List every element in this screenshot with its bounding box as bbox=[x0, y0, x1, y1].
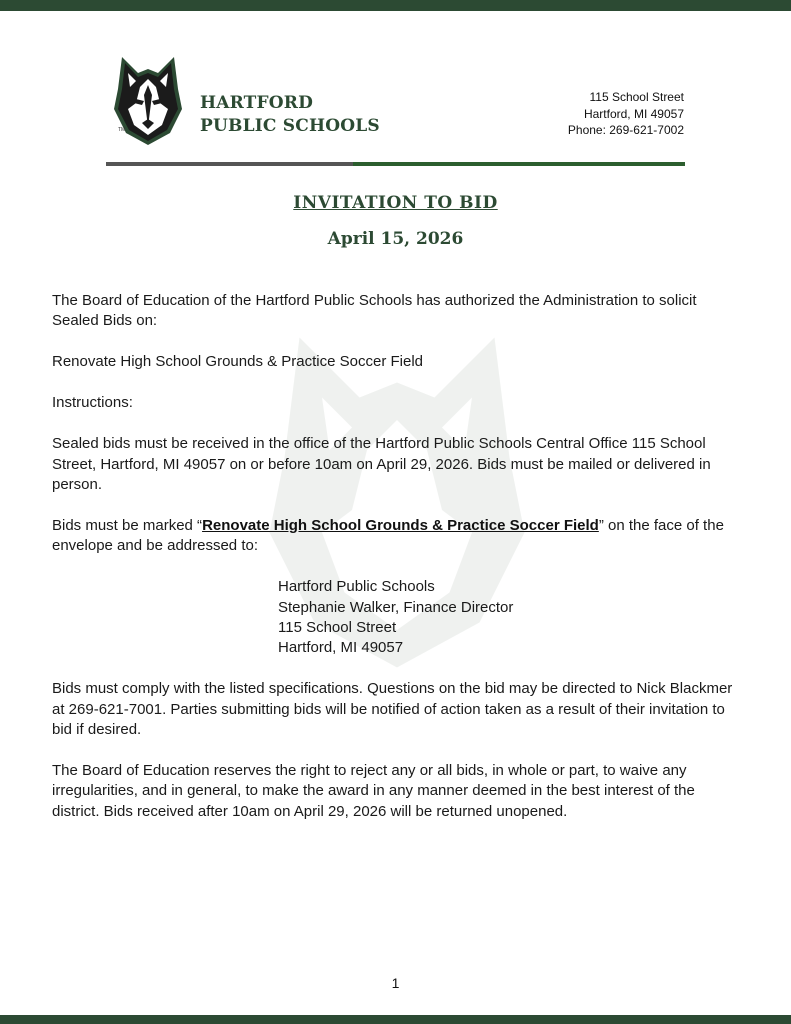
document-date: April 15, 2026 bbox=[327, 229, 464, 249]
top-border-bar bbox=[0, 0, 791, 11]
marking-suffix: ” on the face of the envelope and be addressed to: bbox=[52, 516, 724, 555]
intro-paragraph: The Board of Education of the Hartford Public Schools has authorized the Administration to solicit Sealed Bids on: bbox=[52, 292, 697, 330]
comply-paragraph: Bids must comply with the listed specifications. Questions on the bid may be directed to Nick Blackmer at 269-621-7001. Parties submitting bids will be notified of action taken as a result of their invitation to bid if desired. bbox=[52, 680, 733, 739]
school-name bbox=[200, 92, 400, 138]
project-name: Renovate High School Grounds & Practice Soccer Field bbox=[52, 353, 424, 371]
header-address bbox=[424, 89, 684, 139]
addressee-block bbox=[278, 577, 742, 659]
addressee-line2: Stephanie Walker, Finance Director bbox=[278, 598, 514, 616]
reserves-paragraph: The Board of Education reserves the right to reject any or all bids, in whole or part, to waive any irregularities, and in general, to make the award in any manner deemed in the best interest of the district. Bids received after 10am on April 29, 2026 will be returned unopened. bbox=[52, 762, 695, 820]
bottom-border-bar bbox=[0, 1015, 791, 1024]
marking-prefix: Bids must be marked “ bbox=[52, 516, 203, 534]
bid-body bbox=[52, 291, 742, 843]
page-title: INVITATION TO BID bbox=[293, 193, 498, 213]
project-name-emphasis: Renovate High School Grounds & Practice Soccer Field bbox=[202, 516, 599, 534]
husky-logo-icon bbox=[112, 55, 184, 147]
address-phone: Phone: 269-621-7002 bbox=[567, 123, 684, 137]
marking-paragraph bbox=[52, 516, 742, 557]
addressee-line3: 115 School Street bbox=[278, 618, 397, 636]
address-street: 115 School Street bbox=[589, 90, 684, 104]
address-city: Hartford, MI 49057 bbox=[583, 106, 684, 121]
sealed-bids-paragraph: Sealed bids must be received in the office of the Hartford Public Schools Central Office 115 School Street, Hartford, MI 49057 on or before 10am on April 29, 2026. Bids must be mailed or delivered in person. bbox=[52, 435, 711, 493]
instructions-heading: Instructions: bbox=[52, 394, 133, 412]
school-name-line2: PUBLIC SCHOOLS bbox=[200, 116, 380, 136]
header-rule-green bbox=[353, 162, 685, 166]
addressee-line4: Hartford, MI 49057 bbox=[278, 639, 404, 657]
school-name-line1: HARTFORD bbox=[200, 93, 314, 113]
trademark-mark: TM bbox=[118, 127, 126, 133]
header-rule-gray bbox=[106, 162, 353, 166]
page-number: 1 bbox=[391, 975, 400, 991]
addressee-line1: Hartford Public Schools bbox=[278, 578, 435, 596]
